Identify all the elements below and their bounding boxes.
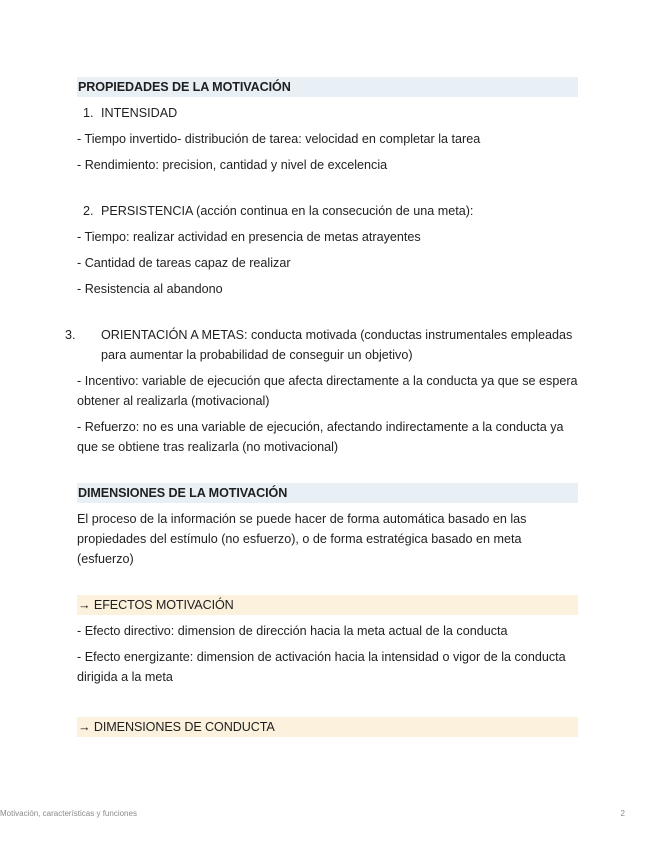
item-number: 2. — [83, 204, 94, 218]
bullet-line: - Tiempo invertido- distribución de tarea: velocidad en completar la tarea — [77, 132, 481, 146]
item-number: 1. — [83, 106, 94, 120]
section-header-propiedades: PROPIEDADES DE LA MOTIVACIÓN — [77, 77, 578, 97]
footer-title: Motivación, características y funciones — [0, 809, 137, 818]
bullet-line: - Incentivo: variable de ejecución que afecta directamente a la conducta ya que se espera obtener al realizarla (motivacional) — [77, 374, 578, 408]
numbered-item-persistencia — [77, 201, 578, 221]
numbered-item-intensidad — [77, 103, 578, 123]
item-text: PERSISTENCIA (acción continua en la consecución de una meta): — [101, 204, 474, 218]
item-text: ORIENTACIÓN A METAS: conducta motivada (conductas instrumentales empleadas para aumentar la probabilidad de conseguir un objetivo) — [101, 328, 573, 362]
bullet-line: - Refuerzo: no es una variable de ejecución, afectando indirectamente a la conducta ya que se obtiene tras realizarla (no motivacional) — [77, 420, 564, 454]
bullet-line: - Tiempo: realizar actividad en presencia de metas atrayentes — [77, 230, 421, 244]
item-number: 3. — [65, 328, 76, 342]
paragraph: El proceso de la información se puede hacer de forma automática basado en las propiedades del estímulo (no esfuerzo), o de forma estratégica basado en meta (esfuerzo) — [77, 512, 527, 566]
item-text: INTENSIDAD — [101, 106, 178, 120]
document-page — [65, 77, 578, 737]
section-header-dimensiones: DIMENSIONES DE LA MOTIVACIÓN — [77, 483, 578, 503]
bullet-line: - Resistencia al abandono — [77, 282, 223, 296]
bullet-line: - Efecto directivo: dimension de dirección hacia la meta actual de la conducta — [77, 624, 508, 638]
bullet-line: - Cantidad de tareas capaz de realizar — [77, 256, 291, 270]
page-number: 2 — [620, 809, 625, 818]
section-header-dimensiones-conducta: → DIMENSIONES DE CONDUCTA — [77, 717, 578, 737]
bullet-line: - Rendimiento: precision, cantidad y nivel de excelencia — [77, 158, 388, 172]
bullet-line: - Efecto energizante: dimension de activación hacia la intensidad o vigor de la conducta dirigida a la meta — [77, 650, 566, 684]
numbered-item-orientacion — [65, 325, 578, 365]
section-header-efectos: → EFECTOS MOTIVACIÓN — [77, 595, 578, 615]
